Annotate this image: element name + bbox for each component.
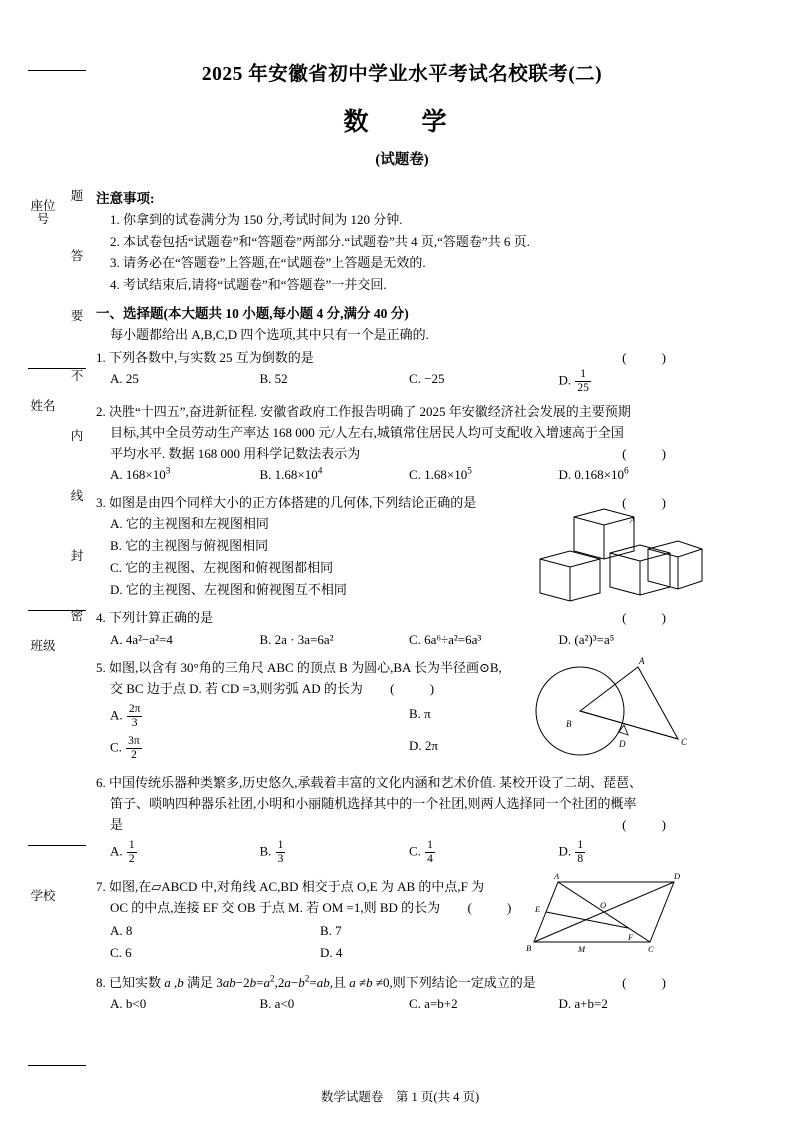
- seal-label-class: [30, 640, 56, 653]
- question-stem-line: 6. 中国传统乐器种类繁多,历史悠久,承载着丰富的文化内涵和艺术价值. 某校开设了二胡、琵琶、: [96, 775, 643, 791]
- subject-title: 数 学: [343, 109, 461, 136]
- question-2-options: [96, 464, 708, 486]
- question-7-options-row1: [96, 920, 530, 942]
- question-stem-text: 交 BC 边于点 D. 若 CD =3,则劣弧 AD 的长为: [110, 680, 363, 696]
- option-a[interactable]: A. 8: [110, 923, 133, 939]
- seal-word-feng: [64, 550, 90, 563]
- seal-word-yao: [64, 310, 90, 323]
- figure-label: A: [630, 516, 635, 526]
- question-stem: 3. 如图是由四个同样大小的正方体搭建的几何体,下列结论正确的是: [96, 495, 477, 511]
- option-c-label: C.: [409, 843, 421, 859]
- option-c[interactable]: [409, 839, 559, 866]
- question-8: [96, 972, 708, 993]
- option-b[interactable]: B. 它的主视图与俯视图相同: [110, 538, 269, 554]
- fraction-numerator: 1: [580, 368, 587, 381]
- notice-item: 1. 你拿到的试卷满分为 150 分,考试时间为 120 分钟.: [110, 212, 403, 227]
- question-2: [96, 401, 708, 464]
- answer-paren: ( ): [390, 680, 451, 696]
- seal-label-school: [30, 890, 56, 903]
- option-c[interactable]: C. 它的主视图、左视图和俯视图都相同: [110, 560, 334, 576]
- option-a[interactable]: A. 4a²−a²=4: [110, 631, 173, 647]
- notice-heading: 注意事项:: [96, 191, 155, 206]
- seal-text-da: 答: [70, 249, 84, 263]
- question-1-options: [96, 368, 708, 395]
- question-stem-line: 目标,其中全员劳动生产率达 168 000 元/人左右,城镇常住居民人均可支配收入增速高于全国: [110, 424, 624, 440]
- option-d[interactable]: D. 4: [320, 945, 343, 961]
- option-b[interactable]: B. a<0: [259, 996, 295, 1012]
- question-5: [96, 657, 708, 763]
- seal-divider: [28, 845, 86, 846]
- question-4-options: [96, 629, 708, 651]
- fraction-numerator: 1: [577, 839, 584, 852]
- figure-cubes: [524, 507, 704, 608]
- option-c-text: C. 1.68×10: [409, 466, 468, 482]
- figure-label-a: A: [639, 655, 645, 666]
- option-a[interactable]: A. 它的主视图和左视图相同: [110, 516, 269, 532]
- fraction: [127, 839, 137, 866]
- option-a[interactable]: [110, 703, 409, 730]
- figure-label-d: D: [674, 872, 681, 882]
- option-b-text: B. 1.68×10: [259, 466, 318, 482]
- question-stem-line: [96, 897, 570, 918]
- fraction: [575, 368, 591, 395]
- fraction-denominator: 8: [577, 853, 584, 866]
- option-a[interactable]: A. b<0: [110, 996, 147, 1012]
- page-title: 2025 年安徽省初中学业水平考试名校联考(二): [201, 64, 603, 85]
- option-a[interactable]: A. 25: [110, 371, 139, 387]
- fraction: [127, 703, 143, 730]
- parallelogram-svg: [524, 872, 694, 956]
- fraction-numerator: 2π: [128, 702, 141, 715]
- question-stem-text: 是: [110, 817, 124, 833]
- question-stem-line: 2. 决胜“十四五”,奋进新征程. 安徽省政府工作报告明确了 2025 年安徽经济社会发展的主要预期: [96, 403, 631, 419]
- option-c[interactable]: C. 6a⁶÷a²=6a³: [409, 631, 482, 647]
- answer-paren: ( ): [622, 350, 682, 365]
- option-c[interactable]: C. 6: [110, 945, 132, 961]
- seal-text-feng: 封: [70, 549, 84, 563]
- option-b[interactable]: [260, 464, 410, 486]
- question-4: [96, 607, 708, 628]
- exponent: 3: [165, 466, 171, 477]
- question-stem: 4. 下列计算正确的是: [96, 610, 214, 626]
- exponent: 4: [317, 466, 323, 477]
- option-b[interactable]: [260, 839, 410, 866]
- fraction: [126, 735, 142, 762]
- fraction: [575, 839, 585, 866]
- seal-word-da: [64, 250, 90, 263]
- answer-paren: ( ): [622, 817, 682, 833]
- seal-text-nei: 内: [70, 429, 84, 443]
- question-stem-line: [96, 443, 708, 464]
- seal-text-school: 学校: [30, 889, 56, 903]
- notice-item: 2. 本试卷包括“试题卷”和“答题卷”两部分.“试题卷”共 4 页,“答题卷”共 6 页.: [110, 233, 530, 249]
- section-subheading: 每小题都给出 A,B,C,D 四个选项,其中只有一个是正确的.: [110, 327, 429, 342]
- answer-paren: ( ): [622, 610, 682, 626]
- option-b[interactable]: B. 52: [259, 371, 288, 387]
- seal-text-class: 班级: [30, 639, 56, 653]
- seal-word-mi: [64, 610, 90, 623]
- seal-text-yao: 要: [70, 309, 84, 323]
- fraction-numerator: 3π: [128, 735, 140, 748]
- question-stem: 1. 下列各数中,与实数 25 互为倒数的是: [96, 350, 314, 365]
- option-a-label: A.: [110, 843, 123, 859]
- exponent: 6: [623, 466, 629, 477]
- seal-word-ti: [64, 190, 90, 203]
- fraction-denominator: 3: [127, 716, 143, 730]
- option-a-text: A. 168×10: [110, 466, 166, 482]
- fraction-numerator: 1: [128, 839, 135, 852]
- cubes-svg: [524, 507, 704, 603]
- fraction-denominator: 3: [277, 853, 284, 866]
- fraction-denominator: 25: [577, 381, 589, 394]
- answer-paren: ( ): [622, 445, 682, 461]
- figure-label-o: O: [600, 900, 607, 911]
- option-d[interactable]: [559, 839, 709, 866]
- question-7: [96, 872, 708, 964]
- paper-kind-label: (试题卷): [375, 152, 429, 168]
- question-3-options: [96, 513, 530, 601]
- option-a-label: A.: [110, 707, 123, 723]
- exam-content: [96, 58, 708, 1016]
- option-d[interactable]: [559, 368, 709, 395]
- question-stem-text: OC 的中点,连接 EF 交 OB 于点 M. 若 OM =1,则 BD 的长为: [110, 900, 441, 916]
- question-stem-line: [96, 678, 540, 699]
- fraction-numerator: 1: [277, 839, 284, 852]
- option-d[interactable]: [559, 464, 709, 486]
- fraction-denominator: 2: [128, 853, 135, 866]
- figure-label-m: M: [578, 944, 586, 955]
- question-stem-line: 7. 如图,在▱ABCD 中,对角线 AC,BD 相交于点 O,E 为 AB 的中点,F 为: [96, 879, 485, 895]
- seal-divider: [28, 70, 86, 71]
- seal-text-xian: 线: [70, 489, 84, 503]
- answer-paren: ( ): [622, 495, 682, 511]
- question-stem: 8. 已知实数 a ,b 满足 $3ab-2b=a^2,2a-b^2=ab$,且 a ≠b ≠0,则下列结论一定成立的是: [96, 975, 536, 991]
- seal-word-bu: [64, 370, 90, 383]
- figure-label-f: F: [628, 932, 634, 943]
- question-3-body: [96, 513, 708, 601]
- question-stem-line: 笛子、唢呐四种器乐社团,小明和小丽随机选择其中的一个社团,则两人选择同一个社团的概率: [110, 796, 637, 812]
- option-c[interactable]: C. a=b+2: [409, 996, 458, 1012]
- figure-label-c: C: [648, 944, 654, 955]
- figure-parallelogram: [524, 872, 694, 962]
- option-a[interactable]: [110, 464, 260, 486]
- option-c[interactable]: [110, 735, 409, 762]
- fraction-numerator: 1: [427, 839, 433, 852]
- fraction: [425, 839, 435, 866]
- circle-triangle-svg: [518, 653, 698, 763]
- seal-text-seat: 座位号: [30, 199, 56, 227]
- exponent: 5: [467, 466, 472, 477]
- option-b[interactable]: B. π: [409, 705, 431, 721]
- figure-circle-triangle: [518, 653, 698, 769]
- option-d[interactable]: D. (a²)³=a⁵: [558, 631, 615, 647]
- option-d[interactable]: D. 它的主视图、左视图和俯视图互不相同: [110, 582, 347, 598]
- seal-label-name: [30, 400, 56, 413]
- section-heading: 一、选择题(本大题共 10 小题,每小题 4 分,满分 40 分): [96, 306, 409, 321]
- page-footer: 数学试题卷 第 1 页(共 4 页): [320, 1090, 480, 1104]
- notice-item: 3. 请务必在“答题卷”上答题,在“试题卷”上答题是无效的.: [110, 255, 426, 270]
- option-d-label: D.: [558, 843, 572, 859]
- option-c[interactable]: [409, 464, 559, 486]
- fraction-denominator: 4: [427, 853, 433, 866]
- option-d-text: D. 0.168×10: [558, 466, 624, 482]
- fraction-denominator: 2: [126, 748, 142, 762]
- option-a[interactable]: [110, 839, 260, 866]
- figure-label-e: E: [535, 904, 541, 915]
- seal-word-nei: [64, 430, 90, 443]
- figure-label-b: B: [526, 943, 532, 954]
- option-c-label: C.: [110, 740, 122, 755]
- question-6-options: [96, 839, 708, 866]
- seal-word-xian: [64, 490, 90, 503]
- question-stem-line: 5. 如图,以含有 30°角的三角尺 ABC 的顶点 B 为圆心,BA 长为半径画⊙B,: [96, 659, 502, 675]
- question-stem-text: 平均水平. 数据 168 000 用科学记数法表示为: [110, 445, 361, 461]
- notice-item: 4. 考试结束后,请将“试题卷”和“答题卷”一并交回.: [110, 276, 387, 292]
- option-d[interactable]: D. 2π: [409, 738, 438, 754]
- option-c[interactable]: C. −25: [409, 371, 445, 387]
- question-7-options-row2: [96, 942, 530, 964]
- option-d-label: D.: [558, 372, 572, 388]
- seal-strip: [28, 70, 88, 1070]
- question-8-options: [96, 993, 708, 1015]
- option-b-label: B.: [259, 843, 272, 859]
- seal-text-name: 姓名: [30, 399, 56, 413]
- figure-label-d: D: [619, 738, 626, 749]
- question-stem-line: [96, 814, 708, 835]
- seal-text-ti: 题: [70, 189, 84, 203]
- seal-divider: [28, 1065, 86, 1066]
- option-b[interactable]: B. 7: [320, 923, 342, 939]
- option-b[interactable]: B. 2a · 3a=6a²: [259, 631, 334, 647]
- option-d[interactable]: D. a+b=2: [558, 996, 608, 1012]
- answer-paren: ( ): [467, 900, 528, 916]
- figure-label-c: C: [681, 736, 688, 747]
- figure-label-b: B: [566, 718, 572, 729]
- answer-paren: ( ): [622, 975, 682, 991]
- figure-label-a: A: [554, 872, 560, 882]
- question-1: [96, 347, 708, 368]
- seal-text-bu: 不: [70, 369, 84, 383]
- seal-text-mi: 密: [70, 609, 84, 623]
- seal-label-seat: [30, 200, 56, 226]
- question-6: [96, 772, 708, 835]
- fraction: [276, 839, 286, 866]
